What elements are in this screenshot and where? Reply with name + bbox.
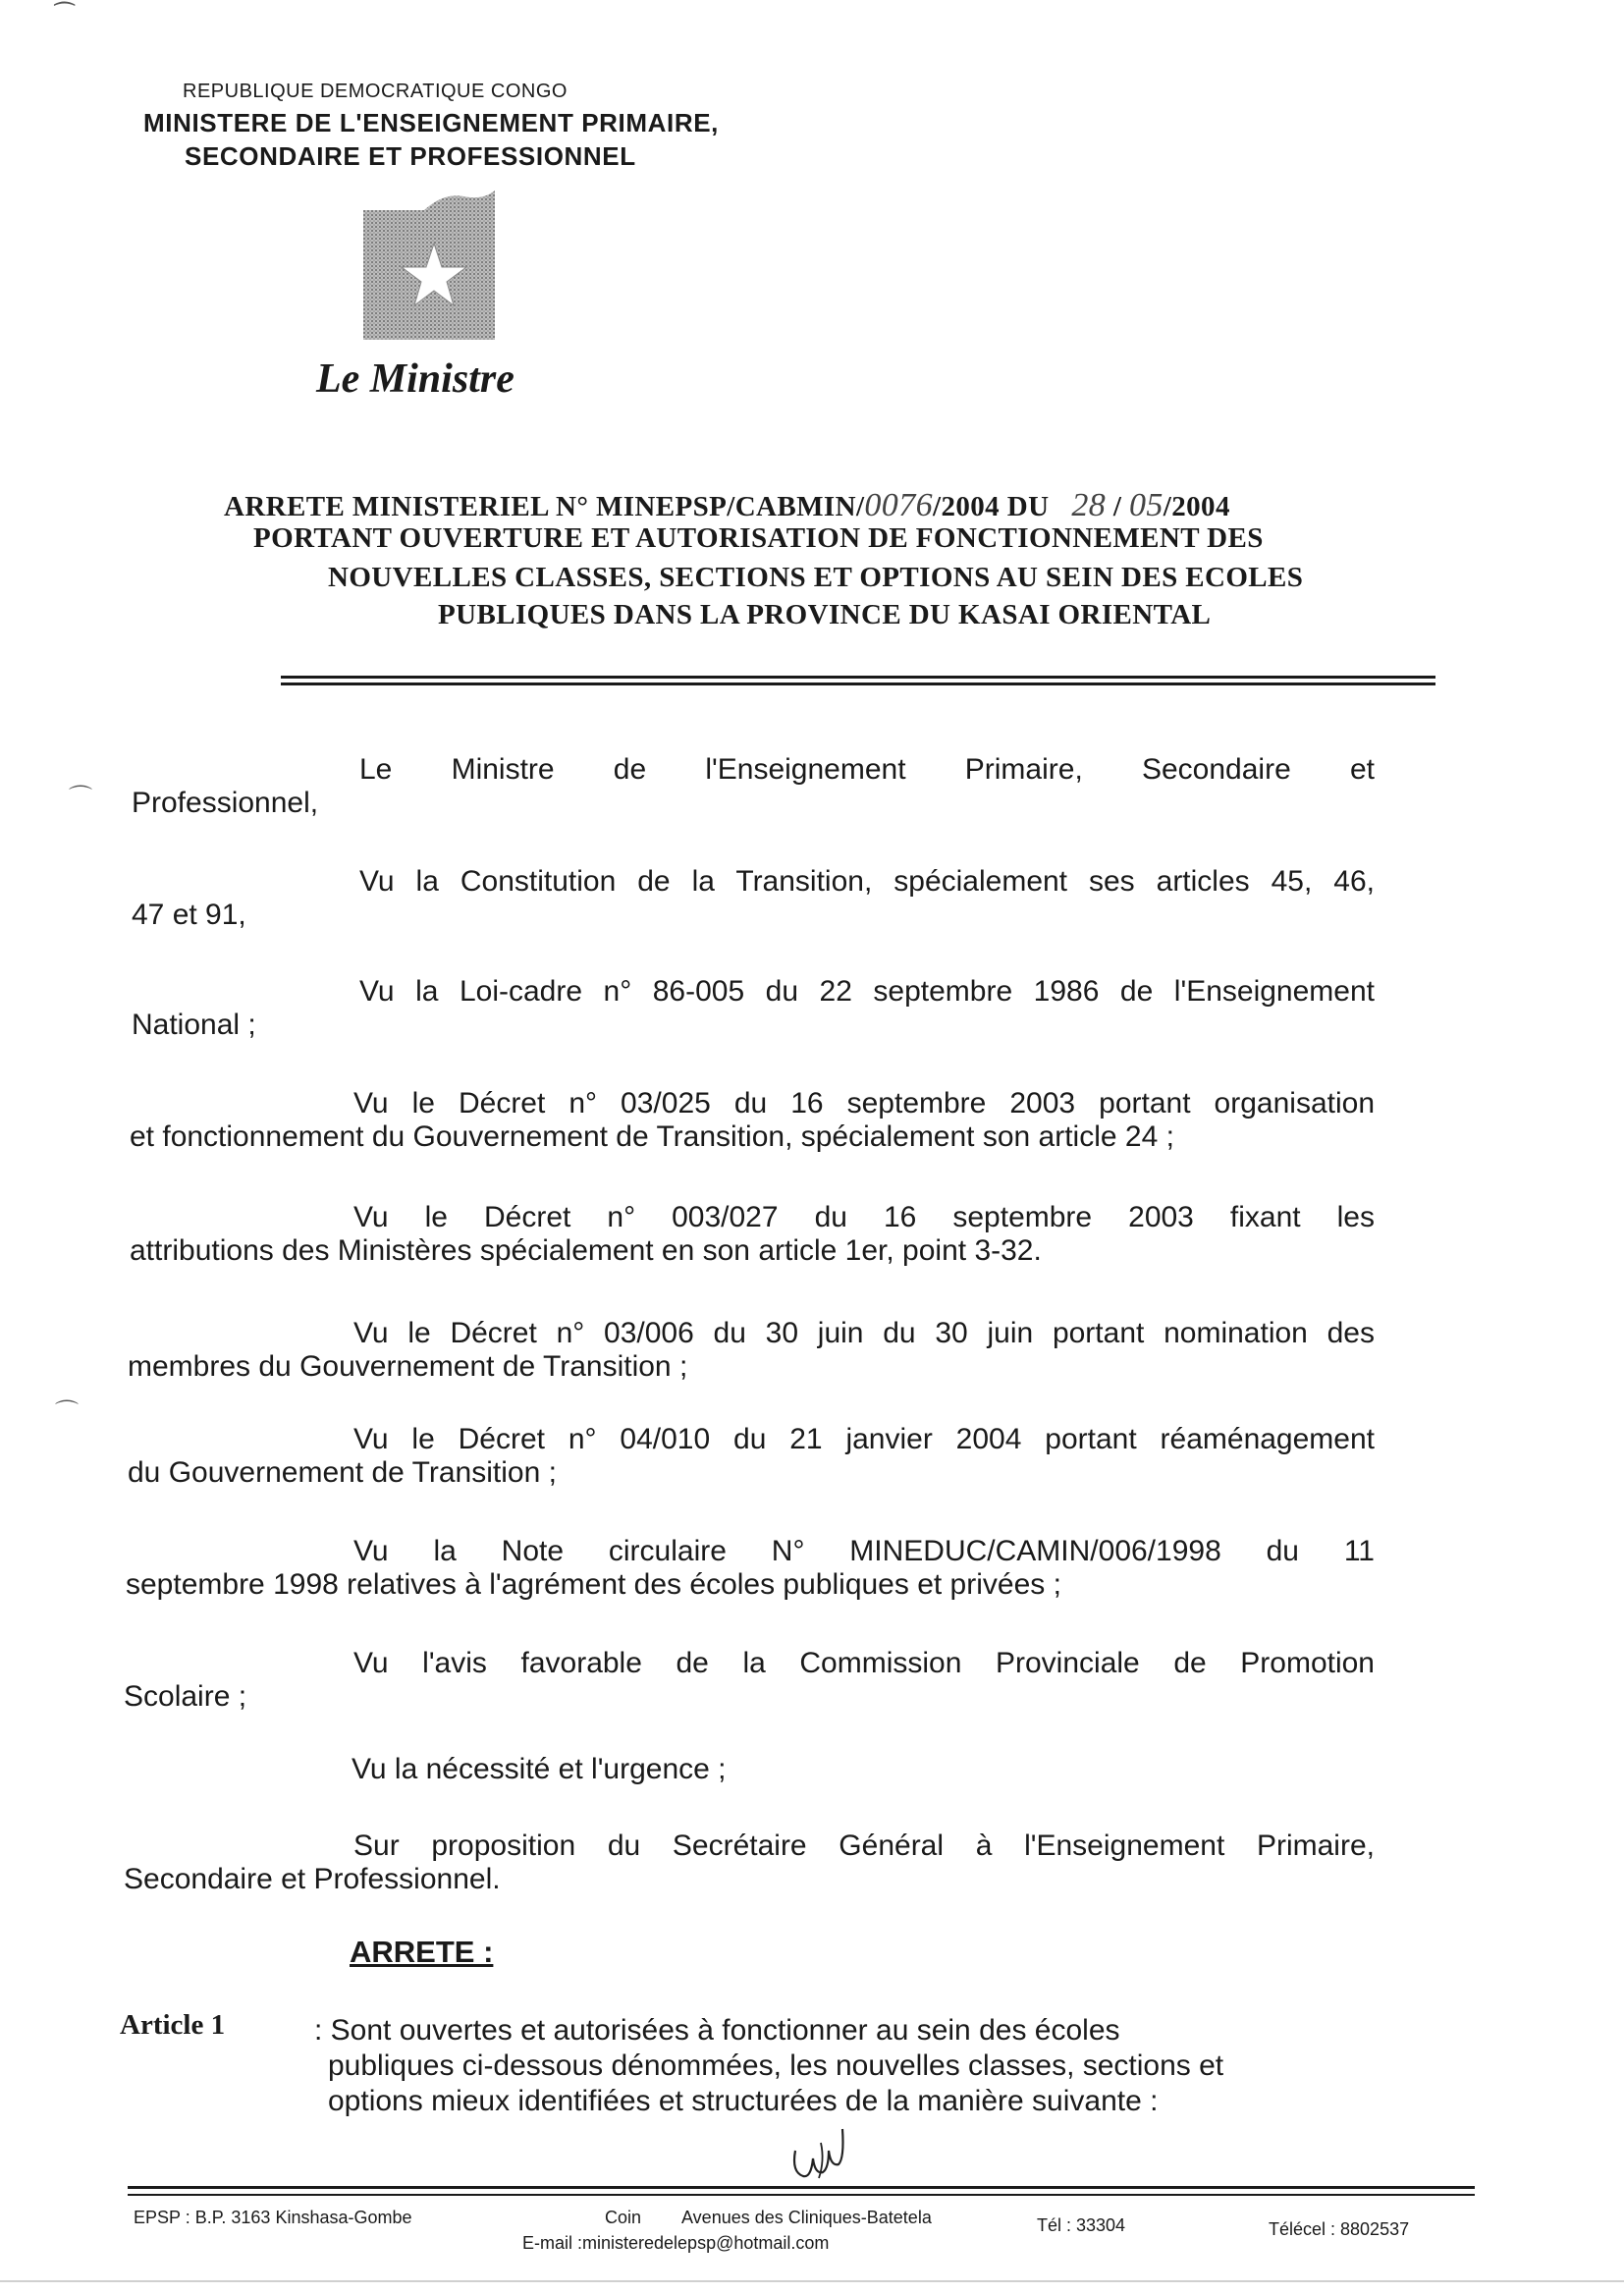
recital-paragraph	[118, 1316, 1375, 1385]
article-label: Article 1	[120, 2009, 226, 2041]
scan-mark: ⁀	[55, 3, 75, 29]
recital-line2: Secondaire et Professionnel.	[124, 1863, 501, 1895]
scan-edge	[0, 2280, 1624, 2282]
recital-paragraph	[118, 1829, 1375, 1897]
recital-line1: Vu la Constitution de la Transition, spécialement ses articles 45, 46,	[359, 865, 1375, 898]
decree-title-line1	[224, 487, 1230, 524]
recital-line2: Professionnel,	[132, 787, 319, 819]
signatory-title: Le Ministre	[316, 356, 514, 402]
recital-line2: attributions des Ministères spécialement en son article 1er, point 3-32.	[130, 1234, 1042, 1267]
recital-line1: Vu le Décret n° 03/006 du 30 juin du 30 juin portant nomination des	[353, 1317, 1375, 1349]
recital-line1: Vu la Loi-cadre n° 86-005 du 22 septembre 1986 de l'Enseignement	[359, 975, 1375, 1008]
recital-paragraph	[118, 1754, 1375, 1787]
date-separator: /	[1112, 491, 1122, 522]
decree-title-line3: NOUVELLES CLASSES, SECTIONS ET OPTIONS AU SEIN DES ECOLES	[328, 562, 1304, 593]
recital-line1: Sur proposition du Secrétaire Général à l'Enseignement Primaire,	[353, 1830, 1375, 1862]
recital-line1: Vu la Note circulaire N° MINEDUC/CAMIN/006/1998 du 11	[353, 1535, 1375, 1567]
recital-paragraph	[118, 1422, 1375, 1491]
ministry-name-line1: MINISTERE DE L'ENSEIGNEMENT PRIMAIRE,	[143, 108, 719, 137]
footer-rule-bottom	[128, 2194, 1475, 2196]
footer-email[interactable]: E-mail :ministeredelepsp@hotmail.com	[522, 2233, 830, 2253]
recital-paragraph	[118, 864, 1375, 933]
recital-line1: Le Ministre de l'Enseignement Primaire, Secondaire et	[359, 753, 1375, 786]
recital-line2: et fonctionnement du Gouvernement de Transition, spécialement son article 24 ;	[130, 1120, 1174, 1153]
flag-star-emblem-icon	[355, 183, 503, 344]
footer-rule-top	[128, 2186, 1475, 2189]
recital-line1: Vu le Décret n° 003/027 du 16 septembre 2003 fixant les	[353, 1201, 1375, 1233]
decree-year-label: /2004 DU	[933, 491, 1050, 522]
ministry-name-line2: SECONDAIRE ET PROFESSIONNEL	[185, 141, 636, 171]
recital-paragraph	[118, 1200, 1375, 1269]
title-rule-top	[281, 676, 1435, 679]
recital-line1: Vu le Décret n° 03/025 du 16 septembre 2003 portant organisation	[353, 1087, 1375, 1120]
footer-avenues: Avenues des Cliniques-Batetela	[681, 2208, 932, 2227]
signature-initials-icon	[785, 2121, 864, 2180]
article-body	[314, 2013, 1355, 2119]
recital-line1: Vu la nécessité et l'urgence ;	[352, 1753, 727, 1785]
title-rule-bottom	[281, 683, 1435, 685]
recital-line2: National ;	[132, 1009, 256, 1041]
scan-mark: ⌒	[69, 785, 92, 811]
recital-line2: Scolaire ;	[124, 1680, 247, 1713]
decree-month-handwritten: 05	[1128, 487, 1164, 523]
article-line: publiques ci-dessous dénommées, les nouvelles classes, sections et	[328, 2049, 1224, 2082]
recital-paragraph	[118, 1086, 1375, 1155]
decree-title-line2: PORTANT OUVERTURE ET AUTORISATION DE FONCTIONNEMENT DES	[253, 522, 1264, 554]
arrete-heading: ARRETE :	[350, 1935, 494, 1969]
recital-paragraph	[118, 974, 1375, 1043]
recital-line2: septembre 1998 relatives à l'agrément des écoles publiques et privées ;	[126, 1568, 1061, 1601]
decree-date-year: /2004	[1163, 491, 1230, 522]
footer-coin: Coin	[605, 2208, 642, 2227]
recital-line2: 47 et 91,	[132, 899, 246, 931]
decree-number-handwritten: 0076	[864, 487, 934, 523]
scan-mark: ⌒	[55, 1399, 79, 1426]
footer-address: EPSP : B.P. 3163 Kinshasa-Gombe	[134, 2208, 412, 2227]
recital-paragraph	[118, 1646, 1375, 1715]
recital-paragraph	[118, 1534, 1375, 1603]
footer-telecel: Télécel : 8802537	[1269, 2219, 1410, 2239]
article-line: : Sont ouvertes et autorisées à fonctionner au sein des écoles	[314, 2014, 1120, 2047]
recital-line2: du Gouvernement de Transition ;	[128, 1456, 557, 1489]
recital-line1: Vu le Décret n° 04/010 du 21 janvier 2004 portant réaménagement	[353, 1423, 1375, 1455]
article-line: options mieux identifiées et structurées de la manière suivante :	[328, 2085, 1159, 2117]
recital-line2: membres du Gouvernement de Transition ;	[128, 1350, 688, 1383]
country-name: REPUBLIQUE DEMOCRATIQUE CONGO	[183, 81, 568, 102]
decree-title-line4: PUBLIQUES DANS LA PROVINCE DU KASAI ORIENTAL	[438, 599, 1212, 630]
footer-tel: Tél : 33304	[1037, 2215, 1126, 2235]
decree-number-prefix: ARRETE MINISTERIEL N° MINEPSP/CABMIN/	[224, 491, 865, 522]
decree-day-handwritten: 28	[1071, 487, 1107, 523]
recital-line1: Vu l'avis favorable de la Commission Provinciale de Promotion	[353, 1647, 1375, 1679]
recital-paragraph	[118, 752, 1375, 821]
